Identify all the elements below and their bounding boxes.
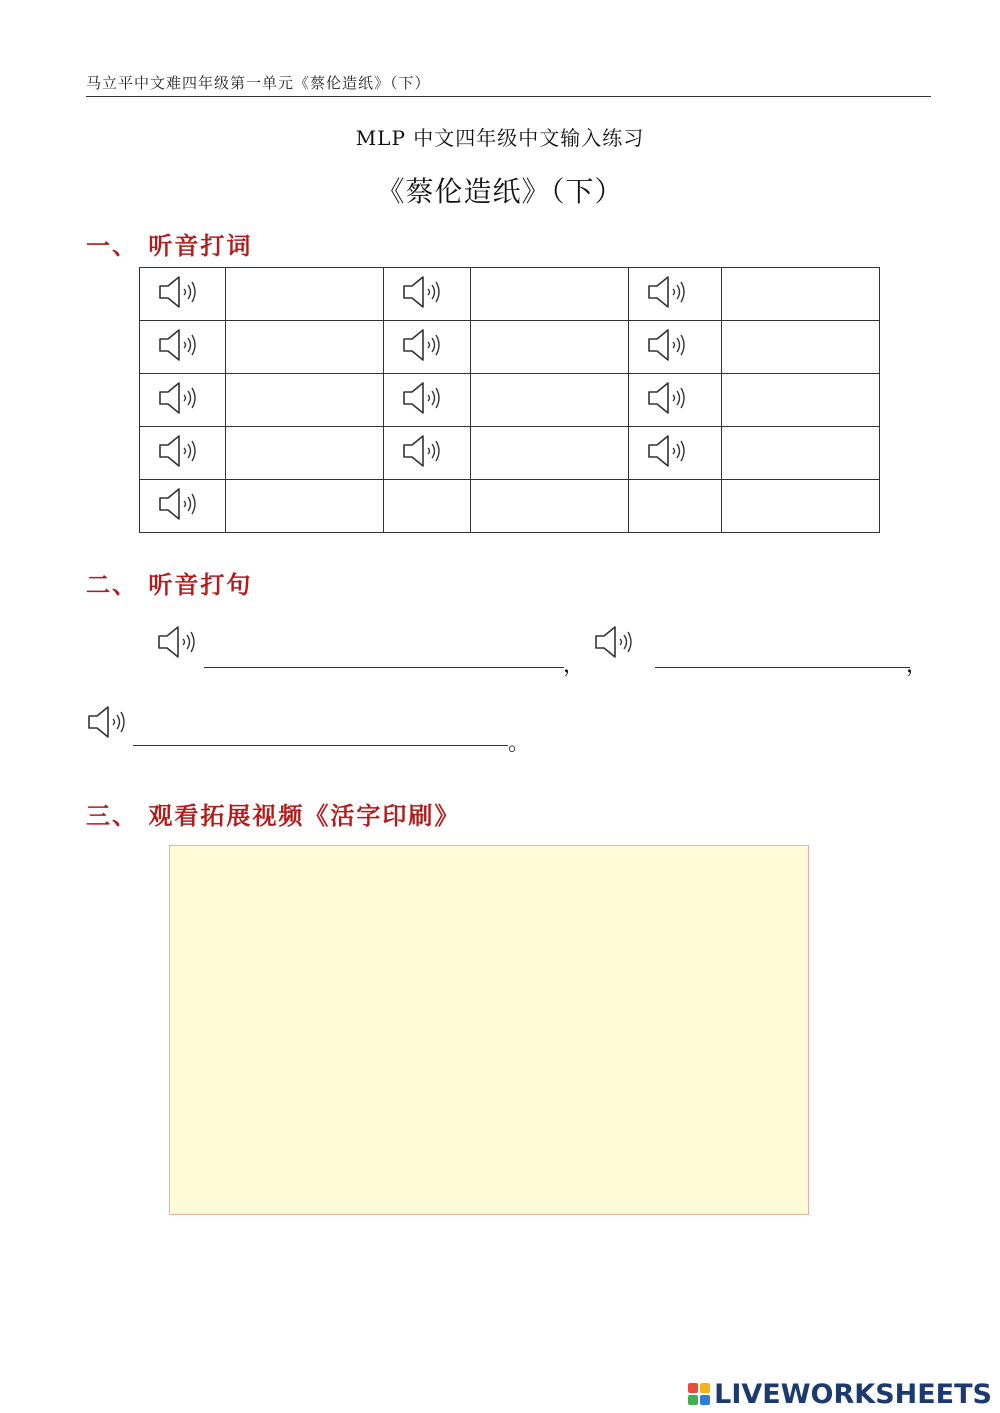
speaker-icon[interactable] xyxy=(157,273,201,311)
speaker-icon[interactable] xyxy=(646,326,690,364)
speaker-icon[interactable] xyxy=(401,379,445,417)
speaker-icon[interactable] xyxy=(86,703,130,741)
word-answer-cell[interactable] xyxy=(722,427,880,480)
liveworksheets-logo-icon xyxy=(688,1383,710,1405)
audio-cell xyxy=(384,268,471,321)
speaker-icon[interactable] xyxy=(157,379,201,417)
speaker-icon[interactable] xyxy=(401,326,445,364)
audio-cell xyxy=(629,268,722,321)
sentence-answer-1[interactable] xyxy=(204,667,564,668)
word-answer-cell[interactable] xyxy=(471,268,629,321)
table-row xyxy=(140,480,880,533)
word-answer-cell[interactable] xyxy=(471,321,629,374)
video-player[interactable] xyxy=(169,845,809,1215)
audio-cell xyxy=(140,268,226,321)
word-answer-cell xyxy=(471,480,629,533)
table-row xyxy=(140,268,880,321)
section-heading-video: 三、 观看拓展视频《活字印刷》 xyxy=(86,801,461,830)
audio-cell xyxy=(140,321,226,374)
speaker-icon[interactable] xyxy=(646,432,690,470)
section-heading-words: 一、 听音打词 xyxy=(86,231,253,260)
audio-cell xyxy=(140,374,226,427)
audio-cell xyxy=(140,427,226,480)
header-text: 马立平中文难四年级第一单元《蔡伦造纸》（下） xyxy=(86,74,431,92)
speaker-icon[interactable] xyxy=(593,623,637,661)
word-answer-cell[interactable] xyxy=(226,427,384,480)
subtitle: MLP 中文四年级中文输入练习 xyxy=(355,126,645,150)
speaker-icon[interactable] xyxy=(646,273,690,311)
speaker-icon[interactable] xyxy=(401,432,445,470)
word-answer-cell[interactable] xyxy=(471,374,629,427)
footer-brand xyxy=(688,1378,992,1410)
word-answer-cell[interactable] xyxy=(226,321,384,374)
audio-cell xyxy=(629,321,722,374)
audio-cell xyxy=(384,321,471,374)
sentence-answer-3[interactable] xyxy=(133,745,508,746)
speaker-icon[interactable] xyxy=(157,432,201,470)
footer-brand-text: LIVEWORKSHEETS xyxy=(714,1378,992,1410)
page-title: 《蔡伦造纸》（下） xyxy=(376,175,624,208)
header-divider xyxy=(86,96,931,97)
word-answer-cell xyxy=(722,480,880,533)
word-dictation-table xyxy=(139,267,880,533)
speaker-icon[interactable] xyxy=(157,326,201,364)
sentence-answer-2[interactable] xyxy=(655,667,910,668)
audio-cell xyxy=(384,427,471,480)
word-answer-cell[interactable] xyxy=(226,374,384,427)
speaker-icon[interactable] xyxy=(401,273,445,311)
audio-cell xyxy=(629,374,722,427)
speaker-icon[interactable] xyxy=(157,485,201,523)
empty-cell xyxy=(629,480,722,533)
word-answer-cell[interactable] xyxy=(722,268,880,321)
period: 。 xyxy=(508,731,531,756)
section-heading-sentences: 二、 听音打句 xyxy=(86,570,253,599)
table-row xyxy=(140,321,880,374)
audio-cell xyxy=(629,427,722,480)
empty-cell xyxy=(384,480,471,533)
word-answer-cell[interactable] xyxy=(226,268,384,321)
speaker-icon[interactable] xyxy=(156,623,200,661)
table-row xyxy=(140,427,880,480)
audio-cell xyxy=(384,374,471,427)
speaker-icon[interactable] xyxy=(646,379,690,417)
word-answer-cell[interactable] xyxy=(471,427,629,480)
comma-1: ， xyxy=(563,653,586,678)
audio-cell xyxy=(140,480,226,533)
word-answer-cell[interactable] xyxy=(722,321,880,374)
word-answer-cell[interactable] xyxy=(226,480,384,533)
table-row xyxy=(140,374,880,427)
word-answer-cell[interactable] xyxy=(722,374,880,427)
comma-2: ， xyxy=(906,653,929,678)
